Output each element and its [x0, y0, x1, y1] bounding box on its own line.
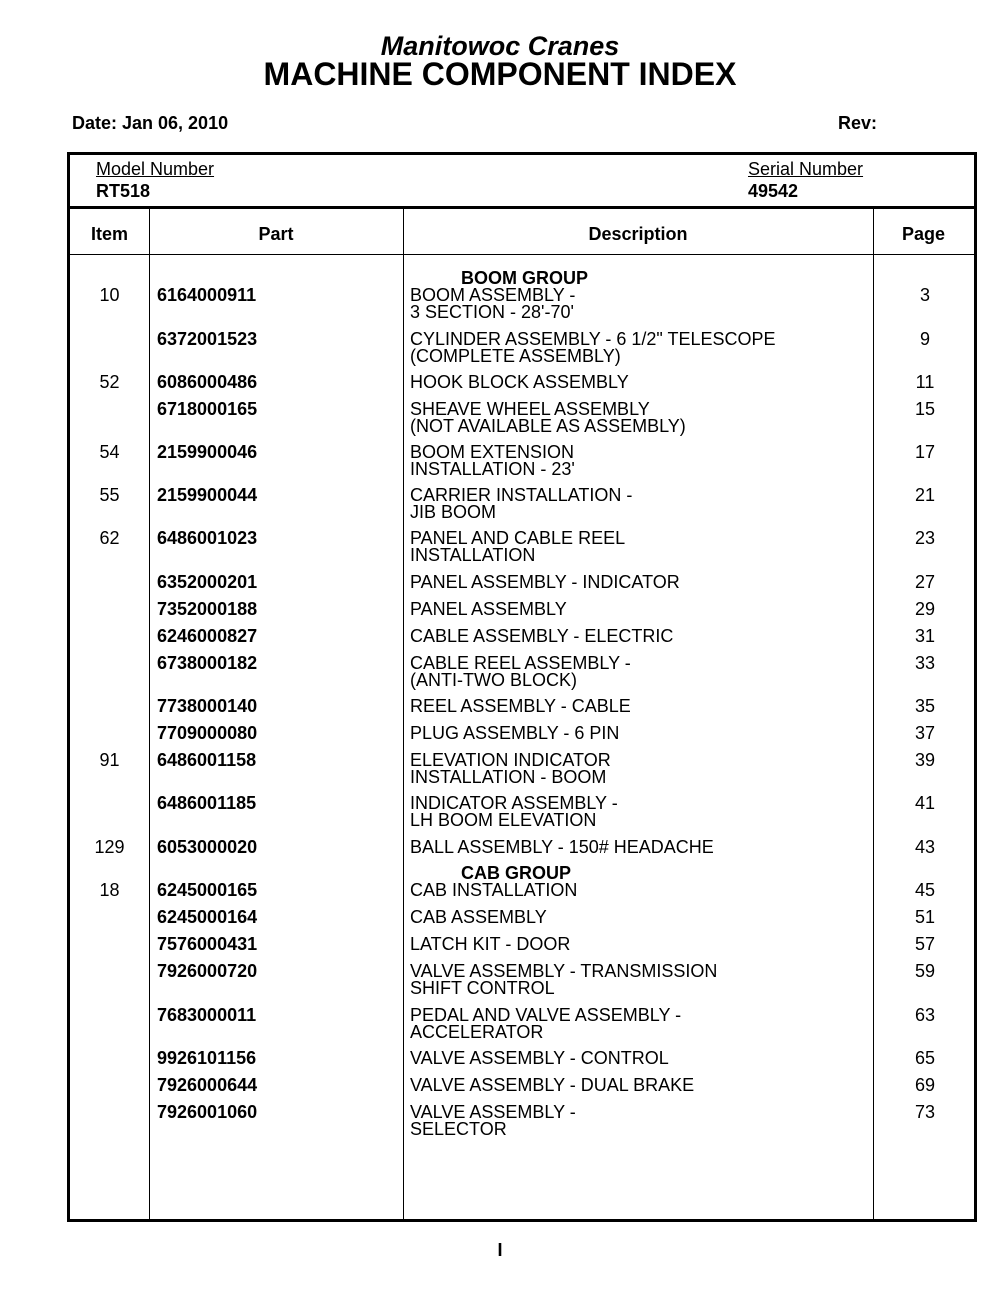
row-part-number: 6245000164	[157, 907, 258, 927]
row-part-number: 7926000644	[157, 1075, 258, 1095]
row-page: 23	[914, 528, 936, 548]
column-header-part: Part	[258, 224, 294, 244]
row-item: 91	[99, 750, 120, 770]
row-page: 37	[914, 723, 936, 743]
row-part-number: 7709000080	[157, 723, 258, 743]
row-description: INDICATOR ASSEMBLY - LH BOOM ELEVATION	[410, 793, 618, 830]
page-number: I	[497, 1240, 503, 1260]
row-description: VALVE ASSEMBLY - TRANSMISSION SHIFT CONTROL	[410, 961, 718, 998]
row-description: PEDAL AND VALVE ASSEMBLY - ACCELERATOR	[410, 1005, 682, 1042]
component-index-table	[67, 152, 977, 1222]
date-label: Date: Jan 06, 2010	[72, 113, 229, 133]
column-divider-description	[873, 207, 874, 1219]
row-description: ELEVATION INDICATOR INSTALLATION - BOOM	[410, 750, 611, 787]
group-heading-cab: CAB GROUP	[461, 863, 572, 883]
row-part-number: 6245000165	[157, 880, 258, 900]
row-page: 3	[919, 285, 930, 305]
row-description: SHEAVE WHEEL ASSEMBLY (NOT AVAILABLE AS ASSEMBLY)	[410, 399, 686, 436]
row-description: BALL ASSEMBLY - 150# HEADACHE	[410, 837, 714, 857]
row-page: 27	[914, 572, 936, 592]
serial-number-label: Serial Number	[748, 159, 864, 179]
row-description: LATCH KIT - DOOR	[410, 934, 571, 954]
row-page: 17	[914, 442, 936, 462]
row-part-number: 6086000486	[157, 372, 258, 392]
row-page: 35	[914, 696, 936, 716]
row-part-number: 7683000011	[157, 1005, 257, 1025]
row-part-number: 7576000431	[157, 934, 258, 954]
row-part-number: 2159900046	[157, 442, 258, 462]
row-description: CAB INSTALLATION	[410, 880, 578, 900]
row-part-number: 6738000182	[157, 653, 258, 673]
row-item: 129	[94, 837, 125, 857]
row-part-number: 7926000720	[157, 961, 258, 981]
column-header-page: Page	[901, 224, 946, 244]
row-item: 52	[99, 372, 120, 392]
row-description: CYLINDER ASSEMBLY - 6 1/2" TELESCOPE (COMPLETE ASSEMBLY)	[410, 329, 776, 366]
row-page: 63	[914, 1005, 936, 1025]
row-description: CARRIER INSTALLATION - JIB BOOM	[410, 485, 633, 522]
row-item: 54	[99, 442, 120, 462]
row-page: 69	[914, 1075, 936, 1095]
row-part-number: 7738000140	[157, 696, 258, 716]
model-number-label: Model Number	[96, 159, 215, 179]
row-page: 39	[914, 750, 936, 770]
row-part-number: 6164000911	[157, 285, 257, 305]
row-description: VALVE ASSEMBLY - DUAL BRAKE	[410, 1075, 695, 1095]
row-part-number: 6486001185	[157, 793, 257, 813]
row-item: 10	[99, 285, 120, 305]
column-divider-part	[403, 207, 404, 1219]
row-page: 31	[914, 626, 936, 646]
column-header-divider	[70, 254, 974, 255]
row-page: 21	[914, 485, 936, 505]
row-description: BOOM ASSEMBLY - 3 SECTION - 28'-70'	[410, 285, 576, 322]
row-page: 11	[915, 372, 935, 392]
row-item: 55	[99, 485, 120, 505]
row-page: 33	[914, 653, 936, 673]
row-part-number: 7926001060	[157, 1102, 258, 1122]
row-description: REEL ASSEMBLY - CABLE	[410, 696, 631, 716]
row-part-number: 9926101156	[157, 1048, 257, 1068]
info-divider	[70, 206, 974, 209]
row-page: 45	[914, 880, 936, 900]
row-item: 18	[99, 880, 120, 900]
row-description: CABLE ASSEMBLY - ELECTRIC	[410, 626, 674, 646]
row-part-number: 6718000165	[157, 399, 258, 419]
row-description: CAB ASSEMBLY	[410, 907, 547, 927]
serial-number-value: 49542	[748, 181, 799, 201]
row-description: CABLE REEL ASSEMBLY - (ANTI-TWO BLOCK)	[410, 653, 631, 690]
row-part-number: 6246000827	[157, 626, 258, 646]
row-description: PANEL AND CABLE REEL INSTALLATION	[410, 528, 626, 565]
column-header-item: Item	[90, 224, 128, 244]
row-page: 51	[914, 907, 936, 927]
row-page: 41	[914, 793, 936, 813]
row-part-number: 6486001158	[157, 750, 257, 770]
document-title: MACHINE COMPONENT INDEX	[263, 56, 737, 92]
row-part-number: 6372001523	[157, 329, 258, 349]
row-page: 73	[914, 1102, 936, 1122]
row-page: 57	[914, 934, 936, 954]
row-page: 9	[919, 329, 930, 349]
row-description: PANEL ASSEMBLY - INDICATOR	[410, 572, 680, 592]
row-page: 43	[914, 837, 936, 857]
row-description: HOOK BLOCK ASSEMBLY	[410, 372, 629, 392]
row-page: 29	[914, 599, 936, 619]
row-page: 65	[914, 1048, 936, 1068]
row-description: PANEL ASSEMBLY	[410, 599, 567, 619]
row-part-number: 6053000020	[157, 837, 258, 857]
row-part-number: 7352000188	[157, 599, 258, 619]
row-item: 62	[99, 528, 120, 548]
column-divider-item	[149, 207, 150, 1219]
row-part-number: 2159900044	[157, 485, 258, 505]
column-header-description: Description	[588, 224, 688, 244]
model-number-value: RT518	[96, 181, 151, 201]
row-description: PLUG ASSEMBLY - 6 PIN	[410, 723, 620, 743]
row-page: 15	[914, 399, 936, 419]
row-description: VALVE ASSEMBLY - SELECTOR	[410, 1102, 576, 1139]
rev-label: Rev:	[838, 113, 878, 133]
group-heading-boom: BOOM GROUP	[461, 268, 589, 288]
row-description: VALVE ASSEMBLY - CONTROL	[410, 1048, 669, 1068]
brand-title: Manitowoc Cranes	[380, 31, 620, 61]
row-page: 59	[914, 961, 936, 981]
row-part-number: 6352000201	[157, 572, 258, 592]
row-description: BOOM EXTENSION INSTALLATION - 23'	[410, 442, 575, 479]
row-part-number: 6486001023	[157, 528, 258, 548]
